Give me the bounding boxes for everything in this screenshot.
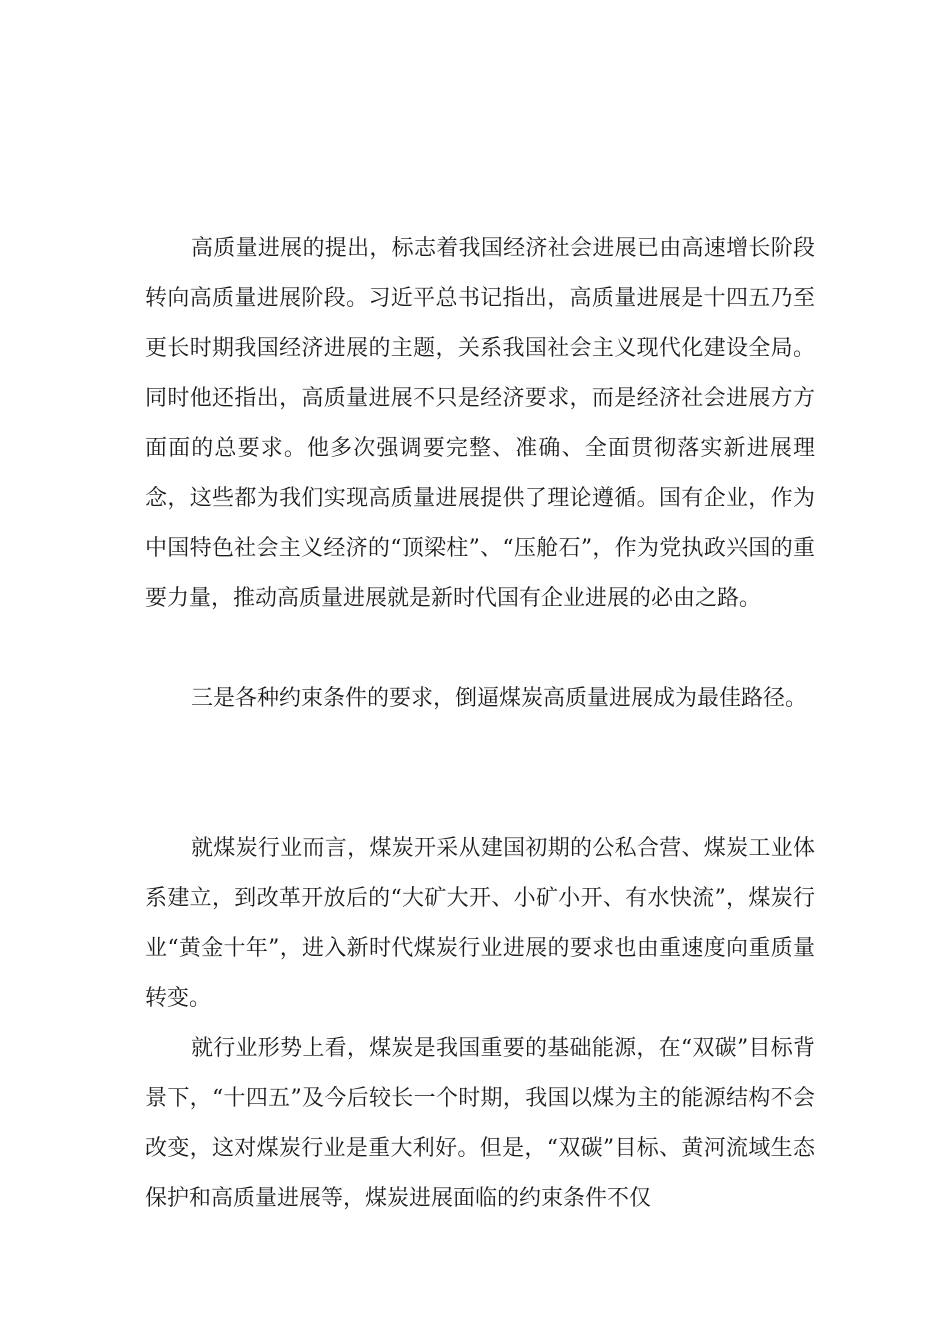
paragraph-high-quality-development: 高质量进展的提出，标志着我国经济社会进展已由高速增长阶段转向高质量进展阶段。习近平总书记指出，高质量进展是十四五乃至更长时期我国经济进展的主题，关系我国社会主义现代化建设全局。同时他还指出，高质量进展不只是经济要求，而是经济社会进展方方面面的总要求。他多次强调要完整、准确、全面贯彻落实新进展理念，这些都为我们实现高质量进展提供了理论遵循。国有企业，作为中国特色社会主义经济的“顶梁柱”、“压舱石”，作为党执政兴国的重要力量，推动高质量进展就是新时代国有企业进展的必由之路。 <box>145 236 815 611</box>
paragraph-constraint-conditions: 三是各种约束条件的要求，倒逼煤炭高质量进展成为最佳路径。 <box>191 686 808 711</box>
paragraph-coal-industry-history: 就煤炭行业而言，煤炭开采从建国初期的公私合营、煤炭工业体系建立，到改革开放后的“大矿大开、小矿小开、有水快流”，煤炭行业“黄金十年”，进入新时代煤炭行业进展的要求也由重速度向重质量转变。 <box>145 836 815 1011</box>
paragraph-industry-situation: 就行业形势上看，煤炭是我国重要的基础能源，在“双碳”目标背景下，“十四五”及今后较长一个时期，我国以煤为主的能源结构不会改变，这对煤炭行业是重大利好。但是，“双碳”目标、黄河流域生态保护和高质量进展等，煤炭进展面临的约束条件不仅 <box>145 1036 815 1211</box>
